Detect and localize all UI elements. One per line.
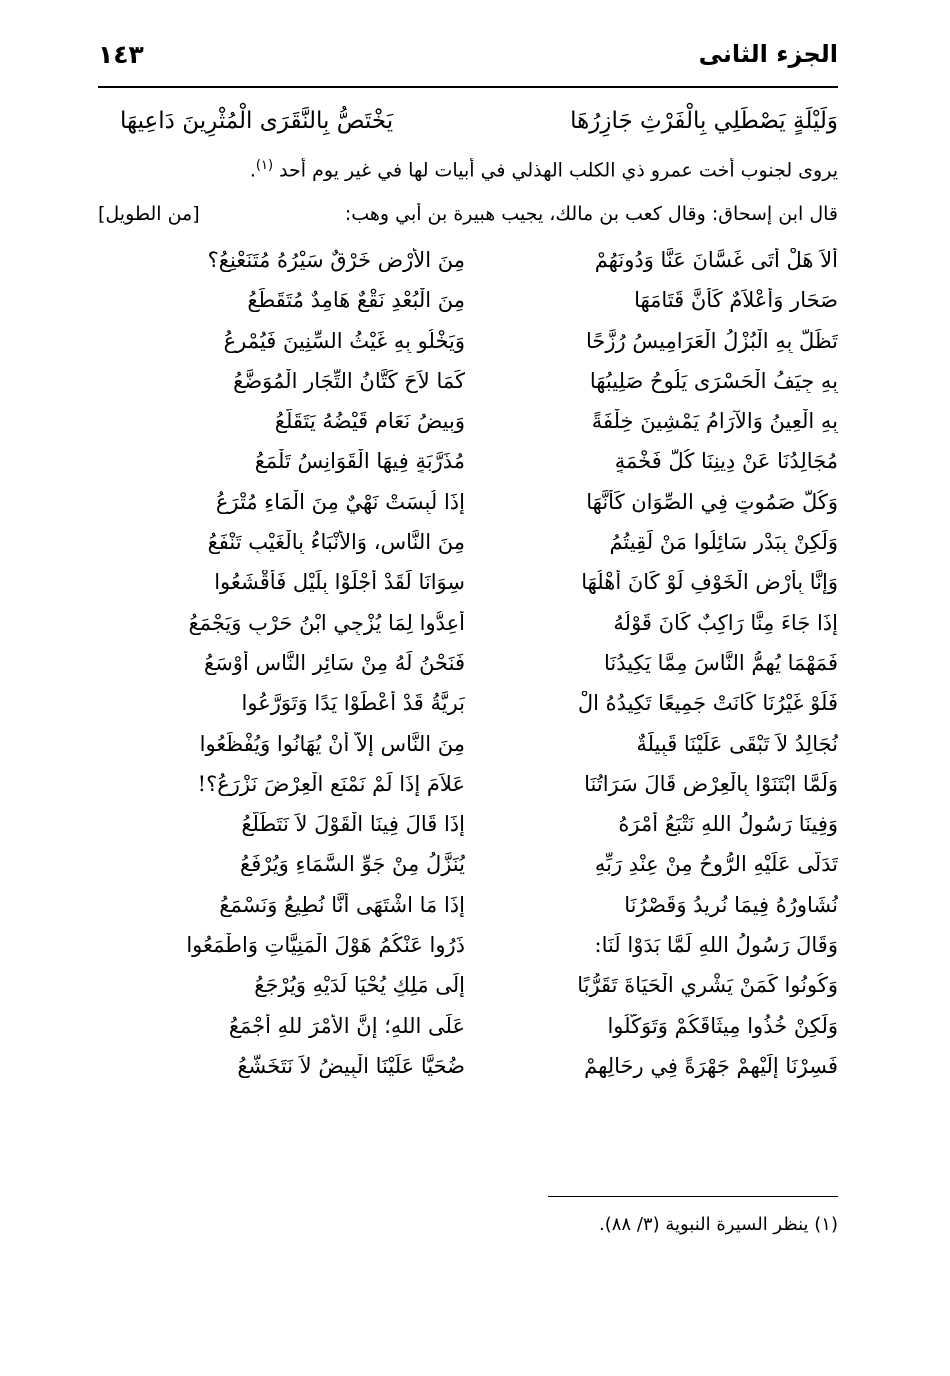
verse-hemistich-2: أَعِدُّوا لِمَا يُزْجِي ابْنُ حَرْبٍ وَيَجْمَعُ: [188, 610, 465, 635]
verse-hemistich-1: وَلَكِنْ بِبَدْرٍ سَائِلُوا مَنْ لَقِيتُمُ: [609, 530, 838, 555]
verse: [120, 530, 838, 570]
verse-hemistich-1: مُجَالِدُنَا عَنْ دِينِنَا كُلُّ فَخْمَةٍ: [614, 449, 838, 474]
verse-hemistich-2: مُذَرَّبَةٍ فِيهَا الْقَوَانِسُ تَلْمَعُ: [254, 449, 465, 474]
verse-hemistich-1: وَلَكِنْ خُذُوا مِيثَاقَكُمْ وَتَوَكَّلُوا: [607, 1013, 838, 1038]
verse-hemistich-1: وَإِنَّا بِأَرْضِ الْخَوْفِ لَوْ كَانَ أَهْلُهَا: [581, 570, 838, 595]
prose-line-1-text: يروى لجنوب أخت عمرو ذي الكلب الهذلي في أبيات لها في غير يوم أحد: [279, 159, 838, 182]
verse-hemistich-2: ضُحَيًّا عَلَيْنَا الْبِيضُ لاَ نَتَخَشَّعُ: [237, 1053, 465, 1078]
verse-hemistich-1: فَسِرْنَا إِلَيْهِمْ جَهْرَةً فِي رِحَالِهِمْ: [584, 1053, 838, 1078]
verse-hemistich-2: وَبِيضُ نَعَامٍ قَيْضُهُ يَتَقَلَّعُ: [274, 409, 465, 434]
poem-meter: [من الطويل]: [98, 203, 200, 225]
verse-hemistich-1: وَقَالَ رَسُولُ اللهِ لَمَّا بَدَوْا لَنَا:: [594, 933, 838, 958]
verse: [120, 933, 838, 973]
verse: [120, 490, 838, 530]
verse-hemistich-1: نُجَالِدُ لاَ تَبْقَى عَلَيْنَا قَبِيلَةٌ: [636, 731, 838, 756]
verse-hemistich-1: بِهِ الْعِينُ وَالآرَامُ يَمْشِينَ خِلْفَةً: [591, 409, 838, 434]
footnote: (١) ينظر السيرة النبوية (٣/ ٨٨).: [599, 1214, 838, 1235]
verse-hemistich-1: أَلاَ هَلْ أَتَى غَسَّانَ عَنَّا وَدُونَهُمْ: [594, 248, 838, 272]
footnote-divider: [548, 1196, 838, 1197]
verse-hemistich-1: نُشَاوِرُهُ فِيمَا نُرِيدُ وَقَصْرُنَا: [624, 892, 838, 917]
verse-hemistich-2: إِذَا لُبِسَتْ نَهْيٌ مِنَ الْمَاءِ مُتْرَعُ: [215, 489, 465, 514]
verse-hemistich-1: إِذَا جَاءَ مِنَّا رَاكِبٌ كَانَ قَوْلُهُ: [613, 610, 838, 635]
verse-hemistich-1: تَظَلُّ بِهِ الْبُزْلُ الْعَرَامِيسُ رُزَّحًا: [586, 328, 838, 353]
verse: [120, 449, 838, 489]
prose-line-2-text: قال ابن إسحاق: وقال كعب بن مالك، يجيب هبيرة بن أبي وهب:: [344, 203, 838, 225]
verse: [120, 893, 838, 933]
verse: [120, 329, 838, 369]
prose-line-2: [98, 203, 838, 225]
verse: [120, 248, 838, 288]
footnote-marker: (١): [255, 158, 274, 173]
verse-hemistich-2: إِذَا مَا اشْتَهَى أَنَّا نُطِيعُ وَنَسْمَعُ: [219, 892, 465, 917]
verse: [120, 611, 838, 651]
poem: [120, 248, 838, 1094]
verse-hemistich-2: مِنَ الْبُعْدِ نَقْعٌ هَامِدٌ مُتَقَطِّعُ: [247, 288, 465, 313]
verse-hemistich-2: مِنَ النَّاسِ إِلاَّ أَنْ يُهَانُوا وَيُفْظَعُوا: [199, 731, 465, 756]
verse: [120, 1014, 838, 1054]
verse-hemistich-1: فَمَهْمَا يُهِمُّ النَّاسَ مِمَّا يَكِيدُنَا: [603, 650, 838, 675]
verse: [120, 852, 838, 892]
verse-hemistich-2: إِذَا قَالَ فِينَا الْقَوْلَ لاَ نَتَطَلَّعُ: [241, 812, 465, 837]
verse: [120, 651, 838, 691]
verse-hemistich-1: وَكُلُّ صَمُوتٍ فِي الصِّوَانِ كَأَنَّهَا: [586, 489, 838, 514]
verse-hemistich-1: تَدَلَّى عَلَيْهِ الرُّوحُ مِنْ عِنْدِ رَبِّهِ: [594, 852, 838, 877]
intro-verse: [120, 108, 838, 152]
prose-line-1-end: .: [249, 159, 256, 182]
verse-hemistich-2: عَلاَمَ إِذَا لَمْ نَمْنَعِ الْعِرْضَ نَزْرَعُ؟!: [197, 771, 465, 796]
verse: [120, 369, 838, 409]
verse-hemistich-1: وَكُونُوا كَمَنْ يَشْرِي الْحَيَاةَ تَقَرُّبًا: [577, 973, 838, 998]
verse: [120, 1054, 838, 1094]
verse-hemistich-1: بِهِ جِيَفُ الْحَسْرَى يَلُوحُ صَلِيبُهَا: [589, 368, 838, 393]
verse: [120, 973, 838, 1013]
page-number: ١٤٣: [98, 40, 144, 69]
verse-hemistich-2: فَنَحْنُ لَهُ مِنْ سَائِرِ النَّاسِ أَوْسَعُ: [204, 650, 465, 675]
verse: [120, 288, 838, 328]
verse-hemistich-2: بَرِيَّةُ قَدْ أَعْطَوْا يَدًا وَتَوَرَّعُوا: [241, 691, 465, 716]
verse: [120, 409, 838, 449]
header-divider: [98, 86, 838, 88]
prose-line-1: [98, 158, 838, 181]
verse: [120, 772, 838, 812]
verse-hemistich-2: إِلَى مَلِكٍ يُحْيَا لَدَيْهِ وَيُرْجَعُ: [254, 973, 465, 998]
verse-hemistich-2: عَلَى اللهِ؛ إِنَّ الأَمْرَ للهِ أَجْمَعُ: [228, 1013, 465, 1038]
verse: [120, 570, 838, 610]
verse-hemistich-2: كَمَا لاَحَ كَتَّانُ التِّجَارِ الْمُوَضَّعُ: [233, 368, 465, 393]
verse-hemistich-2: مِنَ الأَرْضِ خَرْقٌ سَيْرُهُ مُتَنَعْنِعُ؟: [207, 248, 465, 272]
verse-hemistich-2: سِوَانَا لَقَدْ أَجْلَوْا بِلَيْلٍ فَأَقْشَعُوا: [214, 570, 465, 595]
verse-hemistich-1: فَلَوْ غَيْرُنَا كَانَتْ جَمِيعًا تَكِيدُهُ الْ: [577, 691, 838, 716]
verse: [120, 691, 838, 731]
verse-hemistich-2: يُنَزَّلُ مِنْ جَوِّ السَّمَاءِ وَيُرْفَعُ: [240, 852, 465, 877]
verse: [120, 732, 838, 772]
intro-verse-hemistich-2: يَخْتَصُّ بِالنَّقَرَى الْمُثْرِينَ دَاعِيهَا: [120, 108, 394, 134]
verse-hemistich-2: ذَرُوا عَنْكُمُ هَوْلَ الْمَنِيَّاتِ وَاطْمَعُوا: [186, 933, 465, 958]
verse-hemistich-1: وَلَمَّا ابْتَنَوْا بِالْعِرْضِ قَالَ سَرَاتُنَا: [584, 771, 838, 796]
verse-hemistich-2: مِنَ النَّاسِ، وَالأَنْبَاءُ بِالْغَيْبِ تَنْفَعُ: [207, 530, 465, 555]
running-header-title: الجزء الثانى: [698, 40, 838, 68]
verse: [120, 812, 838, 852]
verse-hemistich-1: وَفِينَا رَسُولُ اللهِ نَتْبَعُ أَمْرَهُ: [618, 812, 838, 837]
verse-hemistich-1: صَحَارٍ وَأَعْلاَمٌ كَأَنَّ قَتَامَهَا: [634, 288, 838, 313]
verse-hemistich-2: وَيَخْلُو بِهِ غَيْثُ السِّنِينَ فَيُمْرِعُ: [223, 328, 465, 353]
intro-verse-hemistich-1: وَلَيْلَةٍ يَصْطَلِي بِالْفَرْثِ جَازِرُهَا: [570, 108, 838, 134]
